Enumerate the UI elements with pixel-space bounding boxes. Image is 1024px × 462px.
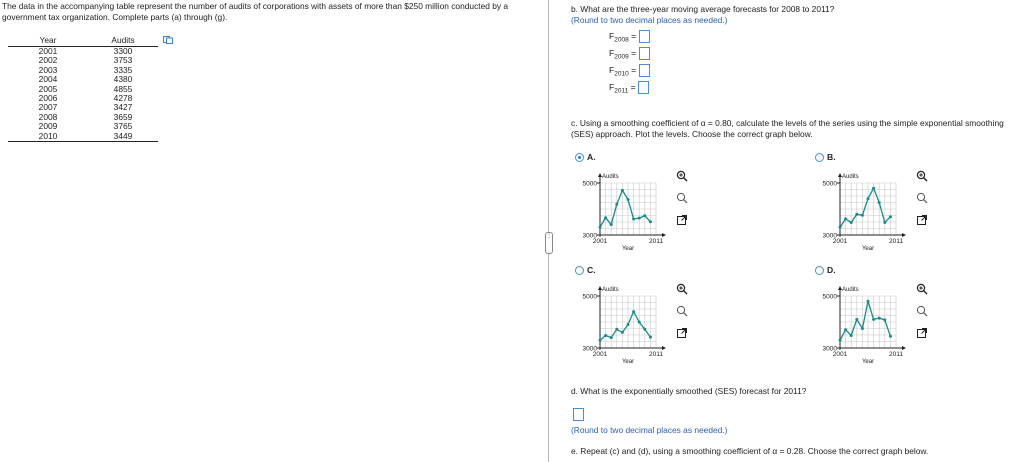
graph-option-d xyxy=(800,278,910,370)
ses-series-line xyxy=(840,301,890,340)
forecast-year: 2011 xyxy=(614,87,629,95)
graph-option-a xyxy=(560,165,670,257)
radio-c[interactable] xyxy=(575,266,584,275)
ses-series-line xyxy=(600,312,650,341)
zoom-out-icon[interactable] xyxy=(676,192,688,204)
forecast-symbol: F xyxy=(609,81,615,92)
ses-series-line xyxy=(840,188,890,227)
graph-option-b xyxy=(800,165,910,257)
y-tick-label: 3000 xyxy=(582,232,597,240)
data-point xyxy=(621,331,624,334)
forecast-2010-input[interactable] xyxy=(639,64,650,77)
data-point xyxy=(632,310,635,313)
data-point xyxy=(889,215,892,218)
table-row xyxy=(8,103,158,112)
data-point xyxy=(883,221,886,224)
option-b[interactable] xyxy=(815,152,836,162)
y-tick-label: 3000 xyxy=(582,345,597,353)
option-a[interactable] xyxy=(575,152,596,162)
equals-sign: = xyxy=(631,64,637,75)
forecast-row-2008 xyxy=(609,30,650,43)
data-point xyxy=(878,201,881,204)
data-point xyxy=(839,339,842,342)
table-row xyxy=(8,56,158,65)
forecast-year: 2010 xyxy=(614,70,629,78)
part-c-question: c. Using a smoothing coefficient of α = 0.80, calculate the levels of the series using the simple exponential smoothing (SES) approach. Plot the levels. Choose the correct graph below. xyxy=(571,118,1004,139)
equals-sign: = xyxy=(631,30,637,41)
forecast-2008-input[interactable] xyxy=(639,30,650,43)
data-point xyxy=(649,336,652,339)
data-point xyxy=(604,334,607,337)
forecast-2009-input[interactable] xyxy=(639,47,650,60)
popout-icon[interactable] xyxy=(916,327,928,339)
graph-a-tools xyxy=(676,170,688,226)
y-axis-title: Audits xyxy=(602,174,619,180)
cell-year: 2010 xyxy=(8,132,88,142)
cell-year: 2009 xyxy=(38,121,58,132)
data-point xyxy=(861,214,864,217)
x-axis-arrow xyxy=(902,346,906,350)
radio-b[interactable] xyxy=(815,153,824,162)
option-d-label: D. xyxy=(827,265,836,275)
y-axis-title: Audits xyxy=(842,287,859,293)
cell-audits: 3449 xyxy=(88,132,158,142)
data-point xyxy=(615,328,618,331)
data-point xyxy=(599,226,602,229)
ses-forecast-2011-input[interactable] xyxy=(573,408,584,421)
data-point xyxy=(844,217,847,220)
audits-table xyxy=(8,35,158,142)
cell-audits: 3659 xyxy=(113,111,133,122)
cell-year: 2003 xyxy=(38,64,58,75)
option-c-label: C. xyxy=(587,265,596,275)
data-point xyxy=(638,217,641,220)
zoom-out-icon[interactable] xyxy=(676,305,688,317)
graph-b-tools xyxy=(916,170,928,226)
graph-d-tools xyxy=(916,283,928,339)
x-tick-label: 2001 xyxy=(592,238,608,245)
data-point xyxy=(855,213,858,216)
cell-audits: 4855 xyxy=(113,83,133,94)
x-tick-label: 2011 xyxy=(649,238,663,245)
x-axis-title: Year xyxy=(621,359,635,365)
table-row xyxy=(8,113,158,122)
option-c[interactable] xyxy=(575,265,596,275)
forecast-row-2011 xyxy=(609,81,649,94)
x-tick-label: 2011 xyxy=(889,351,903,358)
x-tick-label: 2011 xyxy=(649,351,663,358)
part-b-question: b. What are the three-year moving average forecasts for 2008 to 2011? xyxy=(571,4,835,14)
data-point xyxy=(610,223,613,226)
cell-year: 2006 xyxy=(38,93,58,104)
data-point xyxy=(872,187,875,190)
data-point xyxy=(632,218,635,221)
part-b-hint: (Round to two decimal places as needed.) xyxy=(571,15,728,25)
cell-year: 2001 xyxy=(38,46,58,56)
cell-year: 2004 xyxy=(38,74,58,85)
data-point xyxy=(844,328,847,331)
pane-divider xyxy=(548,0,549,462)
data-point xyxy=(872,318,875,321)
zoom-in-icon[interactable] xyxy=(916,283,928,295)
data-point xyxy=(850,334,853,337)
pane-resize-handle[interactable]: ⋮ xyxy=(545,232,553,254)
copy-data-icon[interactable] xyxy=(163,36,173,44)
y-axis-title: Audits xyxy=(842,174,859,180)
y-tick-label: 5000 xyxy=(582,293,597,301)
y-tick-label: 3000 xyxy=(822,232,837,240)
data-point xyxy=(839,226,842,229)
cell-year: 2007 xyxy=(38,102,58,113)
data-point xyxy=(649,220,652,223)
problem-intro: The data in the accompanying table represent the number of audits of corporations with assets of more than $250 million conducted by a government tax organization. Complete parts (a) through (g). xyxy=(2,1,509,22)
x-axis-arrow xyxy=(902,233,906,237)
cell-audits: 3765 xyxy=(113,121,133,132)
data-point xyxy=(638,321,641,324)
forecast-year: 2008 xyxy=(614,36,629,44)
y-tick-label: 5000 xyxy=(582,180,597,188)
forecast-year: 2009 xyxy=(614,53,629,61)
cell-audits: 4380 xyxy=(113,74,133,85)
option-b-label: B. xyxy=(827,152,836,162)
zoom-in-icon[interactable] xyxy=(916,170,928,182)
cell-audits: 4278 xyxy=(113,93,133,104)
table-row xyxy=(8,47,158,57)
option-d[interactable] xyxy=(815,265,836,275)
forecast-row-2009 xyxy=(609,47,650,60)
data-point xyxy=(855,318,858,321)
data-point xyxy=(599,339,602,342)
forecast-symbol: F xyxy=(609,30,615,41)
forecast-row-2010 xyxy=(609,64,650,77)
table-row xyxy=(8,85,158,94)
part-d-question: d. What is the exponentially smoothed (SES) forecast for 2011? xyxy=(571,386,807,396)
data-point xyxy=(878,317,881,320)
column-header-audits: Audits xyxy=(88,35,158,47)
equals-sign: = xyxy=(630,81,636,92)
forecast-symbol: F xyxy=(609,47,615,58)
x-axis-title: Year xyxy=(861,359,875,365)
popout-icon[interactable] xyxy=(916,214,928,226)
cell-audits: 3427 xyxy=(113,102,133,113)
graph-option-c xyxy=(560,278,670,370)
table-header-row xyxy=(8,35,158,47)
table-row xyxy=(8,132,158,142)
data-point xyxy=(850,221,853,224)
x-axis-title: Year xyxy=(861,246,875,252)
zoom-out-icon[interactable] xyxy=(916,305,928,317)
x-tick-label: 2001 xyxy=(592,351,608,358)
x-tick-label: 2011 xyxy=(889,238,903,245)
data-point xyxy=(627,198,630,201)
cell-audits: 3300 xyxy=(113,46,133,56)
radio-a[interactable] xyxy=(575,153,584,162)
x-axis-arrow xyxy=(662,233,666,237)
zoom-in-icon[interactable] xyxy=(676,170,688,182)
y-tick-label: 5000 xyxy=(822,293,837,301)
cell-audits: 3753 xyxy=(113,55,133,66)
table-row xyxy=(8,66,158,75)
data-point xyxy=(883,318,886,321)
part-d-hint: (Round to two decimal places as needed.) xyxy=(571,425,728,435)
option-a-label: A. xyxy=(587,152,596,162)
graph-c-tools xyxy=(676,283,688,339)
radio-d[interactable] xyxy=(815,266,824,275)
zoom-out-icon[interactable] xyxy=(916,192,928,204)
x-axis-arrow xyxy=(662,346,666,350)
forecast-symbol: F xyxy=(609,64,615,75)
table-row xyxy=(8,75,158,84)
data-point xyxy=(604,216,607,219)
data-point xyxy=(889,335,892,338)
data-point xyxy=(867,197,870,200)
equals-sign: = xyxy=(631,47,637,58)
data-point xyxy=(643,214,646,217)
data-point xyxy=(861,327,864,330)
forecast-2011-input[interactable] xyxy=(638,81,649,94)
cell-year: 2002 xyxy=(38,55,58,66)
y-tick-label: 3000 xyxy=(822,345,837,353)
popout-icon[interactable] xyxy=(676,214,688,226)
x-tick-label: 2001 xyxy=(832,238,848,245)
table-row xyxy=(8,122,158,131)
cell-audits: 3335 xyxy=(113,64,133,75)
popout-icon[interactable] xyxy=(676,327,688,339)
data-point xyxy=(627,323,630,326)
y-tick-label: 5000 xyxy=(822,180,837,188)
table-row xyxy=(8,94,158,103)
data-point xyxy=(867,300,870,303)
cell-year: 2005 xyxy=(38,83,58,94)
x-tick-label: 2001 xyxy=(832,351,848,358)
part-e-question: e. Repeat (c) and (d), using a smoothing coefficient of α = 0.28. Choose the correct graph below. xyxy=(571,446,929,456)
x-axis-title: Year xyxy=(621,246,635,252)
zoom-in-icon[interactable] xyxy=(676,283,688,295)
data-point xyxy=(615,203,618,206)
data-point xyxy=(621,189,624,192)
data-point xyxy=(643,328,646,331)
data-point xyxy=(610,336,613,339)
y-axis-title: Audits xyxy=(602,287,619,293)
column-header-year: Year xyxy=(8,35,88,47)
cell-year: 2008 xyxy=(38,111,58,122)
